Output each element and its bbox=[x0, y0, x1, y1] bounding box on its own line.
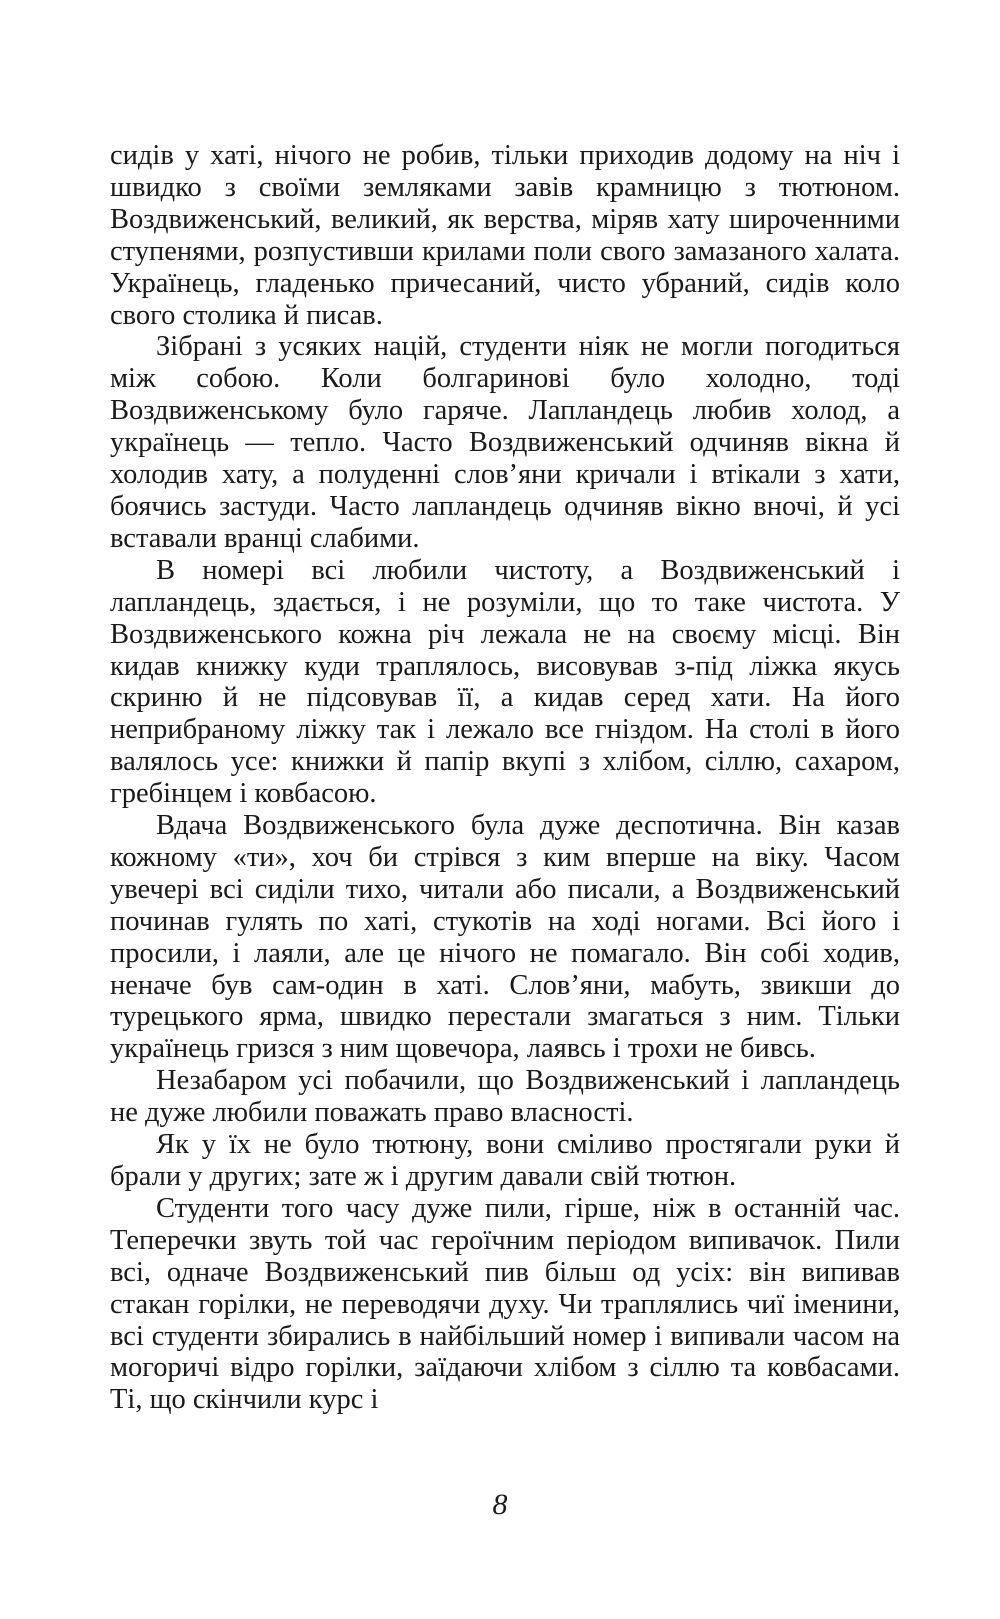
paragraph-4: Вдача Воздвиженського була дуже деспотична. Він казав кожному «ти», хоч би стрівся з ким вперше на віку. Часом увечері всі сиділи тихо, читали або писали, а Воздвиженський починав гулять по хаті, стукотів на ході ногами. Всі його і просили, і лаяли, але це нічого не помагало. Він собі ходив, неначе був сам-один в хаті. Слов’яни, мабуть, звикши до турецького ярма, швидко перестали змагаться з ним. Тільки українець гризся з ним щовечора, лаявсь і трохи не бивсь. bbox=[110, 810, 900, 1065]
page-text bbox=[110, 140, 900, 1416]
paragraph-7: Студенти того часу дуже пили, гірше, ніж в останній час. Теперечки звуть той час героїчним періодом випивачок. Пили всі, одначе Воздвиженський пив більш од усіх: він випивав стакан горілки, не переводячи духу. Чи траплялись чиї іменини, всі студенти збирались в найбільший номер і випивали часом на могоричі відро горілки, заїдаючи хлібом з сіллю та ковбасами. Ті, що скінчили курс і bbox=[110, 1192, 900, 1416]
page-number: 8 bbox=[492, 1488, 508, 1521]
paragraph-3: В номері всі любили чистоту, а Воздвиженський і лапландець, здається, і не розуміли, що то таке чистота. У Воздвиженського кожна річ лежала не на своєму місці. Він кидав книжку куди траплялось, висовував з-під ліжка якусь скриню й не підсовував її, а кидав серед хати. На його неприбраному ліжку так і лежало все гніздом. На столі в його валялось усе: книжки й папір вкупі з хлібом, сіллю, сахаром, гребінцем і ковбасою. bbox=[110, 554, 900, 810]
paragraph-6: Як у їх не було тютюну, вони сміливо простягали руки й брали у других; зате ж і другим давали свій тютюн. bbox=[110, 1129, 900, 1192]
paragraph-1: сидів у хаті, нічого не робив, тільки приходив додому на ніч і швидко з своїми земляками завів крамницю з тютюном. Воздвиженський, великий, як верства, міряв хату широченними ступенями, розпустивши крилами поли свого замазаного халата. Українець, гладенько причесаний, чисто убраний, сидів коло свого столика й писав. bbox=[110, 140, 900, 331]
paragraph-2: Зібрані з усяких націй, студенти ніяк не могли погодиться між собою. Коли болгаринові було холодно, тоді Воздвиженському було гаряче. Лапландець любив холод, а українець — тепло. Часто Воздвиженський одчиняв вікна й холодив хату, а полуденні слов’яни кричали і втікали з хати, боячись застуди. Часто лапландець одчиняв вікно вночі, й усі вставали вранці слабими. bbox=[110, 331, 900, 554]
paragraph-5: Незабаром усі побачили, що Воздвиженський і лапландець не дуже любили поважать право власності. bbox=[110, 1065, 900, 1129]
